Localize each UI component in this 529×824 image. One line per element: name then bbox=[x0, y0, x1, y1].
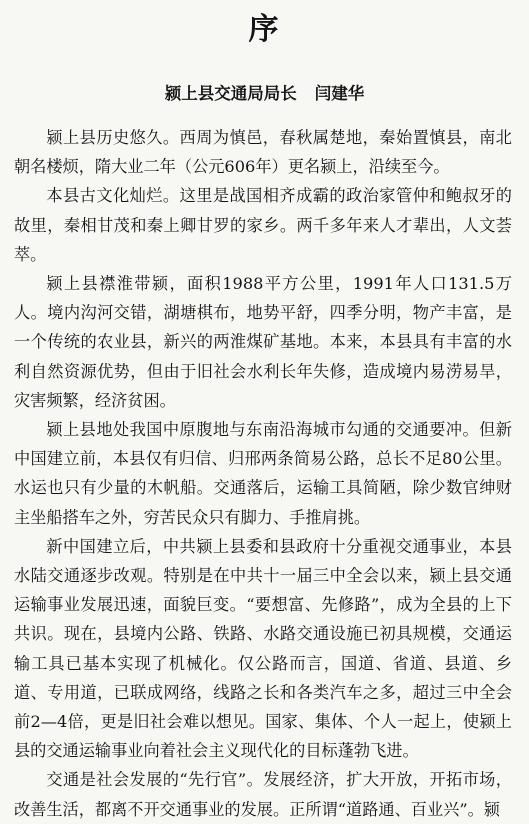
page-title: 序 bbox=[248, 12, 281, 47]
author-title: 颍上县交通局局长 bbox=[164, 84, 297, 103]
paragraph: 交通是社会发展的“先行官”。发展经济，扩大开放，开拓市场，改善生活，都离不开交通事业的发展。正所谓“道路通、百业兴”。颍 bbox=[14, 770, 512, 819]
body-text bbox=[14, 123, 512, 824]
paragraph: 颍上县历史悠久。西周为慎邑，春秋属楚地，秦始置慎县，南北朝名楼烦，隋大业二年（公元606年）更名颍上，沿续至今。 bbox=[14, 128, 512, 177]
paragraph: 颍上县地处我国中原腹地与东南沿海城市勾通的交通要冲。但新中国建立前，本县仅有归信、归邢两条简易公路，总长不足80公里。水运也只有少量的木帆船。交通落后，运输工具简陋，除少数官绅财主坐船搭车之外，穷苦民众只有脚力、手推肩挑。 bbox=[14, 420, 512, 527]
paragraph: 颍上县襟淮带颍，面积1988平方公里，1991年人口131.5万人。境内沟河交错，湖塘棋布，地势平舒，四季分明，物产丰富，是一个传统的农业县，新兴的两淮煤矿基地。本来，本县具有丰富的水利自然资源优势，但由于旧社会水利长年失修，造成境内易涝易旱，灾害频繁，经济贫困。 bbox=[14, 274, 512, 410]
author-byline bbox=[0, 80, 529, 104]
paragraph: 本县古文化灿烂。这里是战国相齐成霸的政治家管仲和鲍叔牙的故里，秦相甘茂和秦上卿甘罗的家乡。两千多年来人才辈出，人文荟萃。 bbox=[14, 186, 512, 264]
paragraph: 新中国建立后，中共颍上县委和县政府十分重视交通事业，本县水陆交通逐步改观。特别是在中共十一届三中全会以来，颍上县交通运输事业发展迅速，面貌巨变。“要想富、先修路”，成为全县的上下共识。现在，县境内公路、铁路、水路交通设施已初具规模，交通运输工具已基本实现了机械化。仅公路而言，国道、省道、县道、乡道、专用道，已联成网络，线路之长和各类汽车之多，超过三中全会前2—4倍，更是旧社会难以想见。国家、集体、个人一起上，使颍上县的交通运输事业向着社会主义现代化的目标蓬勃飞进。 bbox=[14, 536, 512, 761]
author-name: 闫建华 bbox=[314, 84, 365, 103]
